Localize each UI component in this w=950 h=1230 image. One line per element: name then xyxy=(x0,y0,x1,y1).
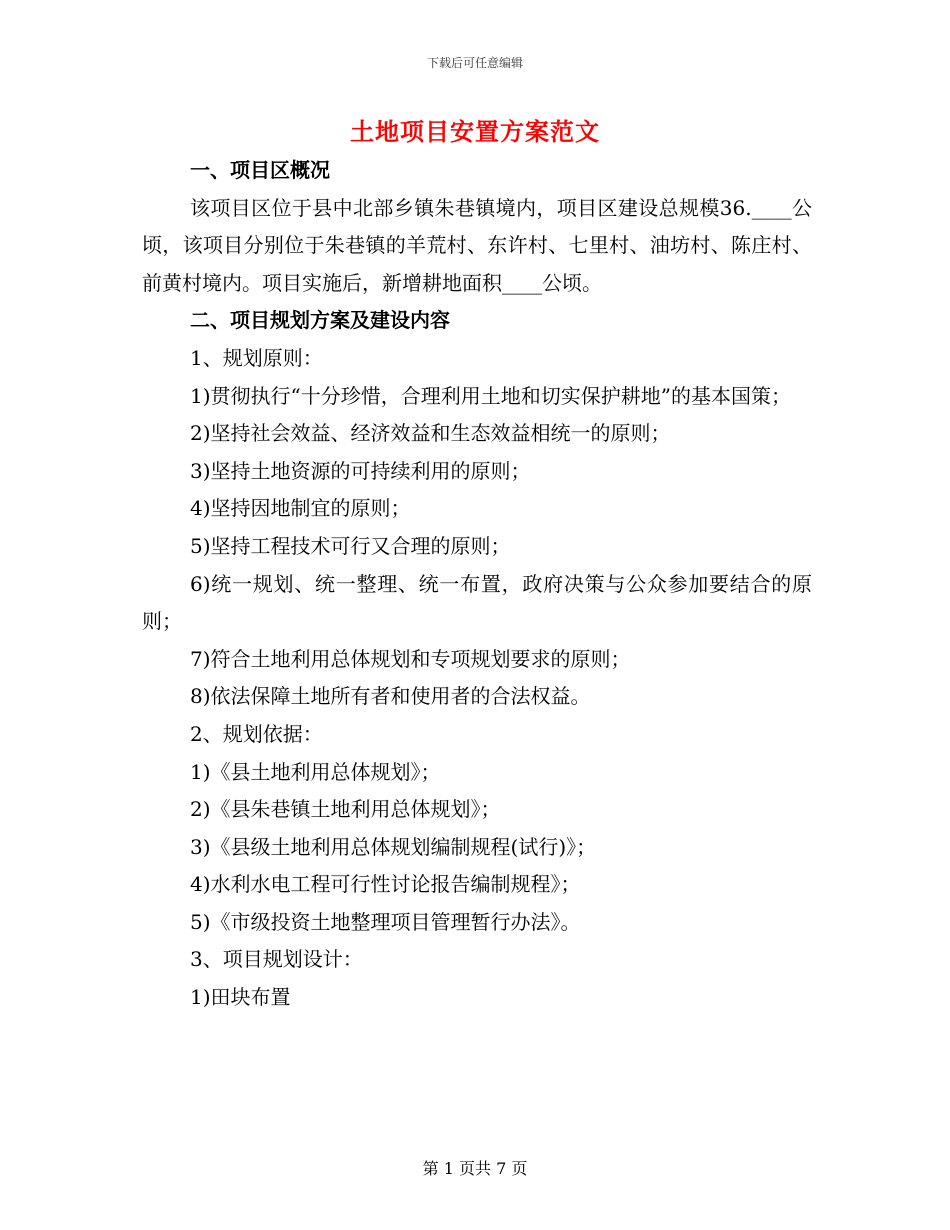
header-note: 下载后可任意编辑 xyxy=(426,56,523,70)
principle-item: 7)符合土地利用总体规划和专项规划要求的原则； xyxy=(190,646,631,671)
document-body xyxy=(142,152,812,1017)
principle-item: 5)坚持工程技术可行又合理的原则； xyxy=(190,533,511,558)
basis-item: 3)《县级土地利用总体规划编制规程(试行)》； xyxy=(190,834,597,859)
basis-item: 2)《县朱巷镇土地利用总体规划》； xyxy=(190,797,501,822)
principle-item: 6)统一规划、统一整理、统一布置，政府决策与公众参加要结合的原则； xyxy=(142,571,812,634)
section-1-paragraph: 该项目区位于县中北部乡镇朱巷镇境内，项目区建设总规模36.____公顷，该项目分别位于朱巷镇的羊荒村、东许村、七里村、油坊村、陈庄村、前黄村境内。项目实施后，新增耕地面积____公顷。 xyxy=(142,195,812,295)
page-number: 第 1 页共 7 页 xyxy=(422,1159,528,1178)
basis-item: 1)《县土地利用总体规划》； xyxy=(190,759,441,784)
principles-heading: 1、规划原则： xyxy=(190,345,323,370)
section-1-heading: 一、项目区概况 xyxy=(190,158,330,182)
bases-heading: 2、规划依据： xyxy=(190,721,323,746)
basis-item: 5)《市级投资土地整理项目管理暂行办法》。 xyxy=(190,909,581,934)
design-item: 1)田块布置 xyxy=(190,985,291,1010)
principle-item: 8)依法保障土地所有者和使用者的合法权益。 xyxy=(190,684,591,709)
basis-item: 4)水利水电工程可行性讨论报告编制规程》； xyxy=(190,872,581,897)
design-heading: 3、项目规划设计： xyxy=(190,947,363,972)
section-2-heading: 二、项目规划方案及建设内容 xyxy=(190,308,450,333)
principle-item: 2)坚持社会效益、经济效益和生态效益相统一的原则； xyxy=(190,421,671,446)
document-title: 土地项目安置方案范文 xyxy=(350,117,600,146)
principle-item: 3)坚持土地资源的可持续利用的原则； xyxy=(190,458,531,483)
principle-item: 1)贯彻执行“十分珍惜，合理利用土地和切实保护耕地”的基本国策； xyxy=(190,383,791,408)
principle-item: 4)坚持因地制宜的原则； xyxy=(190,496,411,521)
